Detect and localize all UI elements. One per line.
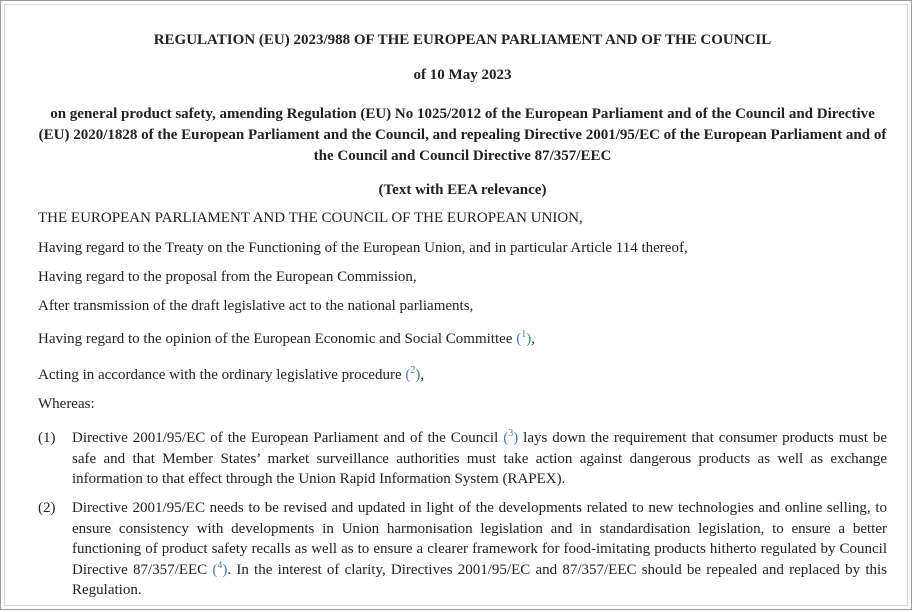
recital-number: (2)	[38, 500, 56, 516]
footnote-number: 3	[508, 428, 514, 439]
preamble-whereas: Whereas:	[38, 396, 95, 412]
footnote-link-2[interactable]: ($^2$)	[405, 365, 421, 383]
recital-text-before: Directive 2001/95/EC needs to be revised and updated in light of the developments related to new technologies and online selling, to ensure consistency with developments in Union harmonisation legislation and in standardisation legislation, to ensure a better functioning of product safety recalls as well as to ensure a clearer framework for food-imitating products hitherto regulated by Council Directive 87/357/EEC	[72, 500, 887, 578]
footnote-link-4[interactable]: ($^4$)	[212, 559, 228, 578]
footnote-link-3[interactable]: ($^3$)	[503, 428, 519, 446]
regulation-title: REGULATION (EU) 2023/988 OF THE EUROPEAN PARLIAMENT AND OF THE COUNCIL	[153, 32, 772, 48]
opinion-punct: ,	[531, 331, 535, 347]
recital-text-after: . In the interest of clarity, Directives 2001/95/EC and 87/357/EEC should be repealed and replaced by this Regulation.	[72, 561, 888, 598]
preamble-transmission: After transmission of the draft legislative act to the national parliaments,	[38, 298, 474, 314]
preamble-treaty: Having regard to the Treaty on the Functioning of the European Union, and in particular Article 114 thereof,	[38, 240, 688, 256]
footnote-number: 1	[521, 329, 527, 340]
recital-text	[72, 428, 887, 490]
recital-number: (1)	[38, 430, 56, 446]
regulation-date: of 10 May 2023	[413, 67, 512, 83]
procedure-text: Acting in accordance with the ordinary legislative procedure	[38, 367, 406, 383]
regulation-subject: on general product safety, amending Regulation (EU) No 1025/2012 of the European Parliament and of the Council and Directive (EU) 2020/1828 of the European Parliament and the Council, and repealing Directive 2001/95/EC of the European Parliament and of the Council and Council Directive 87/357/EEC	[38, 106, 887, 164]
eea-relevance: (Text with EEA relevance)	[378, 182, 547, 198]
preamble-opinion	[38, 331, 535, 348]
recital-text-before: Directive 2001/95/EC of the European Parliament and of the Council	[72, 430, 504, 446]
footnote-link-1[interactable]: ($^1$)	[516, 329, 532, 347]
preamble-intro: THE EUROPEAN PARLIAMENT AND THE COUNCIL OF THE EUROPEAN UNION,	[38, 210, 583, 226]
footnote-number: 2	[410, 365, 416, 376]
procedure-punct: ,	[420, 367, 425, 383]
recital-text	[72, 498, 887, 601]
recital-2	[38, 498, 887, 601]
preamble-proposal: Having regard to the proposal from the European Commission,	[38, 269, 417, 285]
footnote-number: 4	[217, 559, 223, 571]
preamble-procedure	[38, 367, 424, 384]
opinion-text: Having regard to the opinion of the European Economic and Social Committee	[38, 331, 517, 347]
recital-1	[38, 428, 887, 490]
recital-text-after: lays down the requirement that consumer products must be safe and that Member States’ market surveillance authorities must take action against dangerous products as well as exchange information to that effect through the Union Rapid Information System (RAPEX).	[72, 430, 887, 487]
